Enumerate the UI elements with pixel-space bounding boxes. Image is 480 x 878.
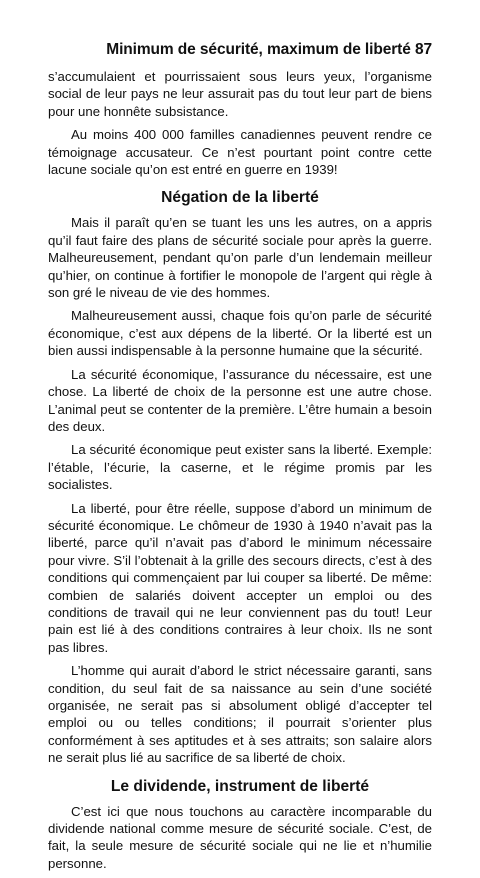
paragraph-continued: s’accumulaient et pourrissaient sous leurs yeux, l’organisme social de leur pays ne leur assurait pas du tout leur part de biens pour une honnête subsistance. [48,69,432,119]
paragraph: La sécurité économique, l’assurance du nécessaire, est une chose. La liberté de choix de la personne est une autre chose. L’animal peut se contenter de la première. L’être humain a besoin des deux. [48,366,432,434]
paragraph: Mais il paraît qu’en se tuant les uns les autres, on a appris qu’il faut faire des plans de sécurité sociale pour après la guerre. Malheureusement, pendant qu’on parle d’un lendemain meilleur qu’hier, on continue à fortifier le monopole de l’argent qui règle à son gré le niveau de vie des hommes. [48,215,432,301]
paragraph: La liberté, pour être réelle, suppose d’abord un minimum de sécurité économique. Le chômeur de 1930 à 1940 n’avait pas la liberté, parce qu’il n’avait pas d’abord le minimum nécessaire pour vivre. S’il l’obtenait à la grille des secours directs, c’est à des conditions qui commençaient par lui couper sa liberté. De même: combien de salariés doivent accepter un emploi ou des conditions de travail qui ne leur conviennent pas du tout! Leur pain est lié à des conditions contraires à leur choix. Ils ne sont pas libres. [48,500,432,655]
section-heading: Négation de la liberté [161,189,319,207]
paragraph: La sécurité économique peut exister sans la liberté. Exemple: l’étable, l’écurie, la caserne, et le régime promis par les socialistes. [48,442,432,493]
section-heading: Le dividende, instrument de liberté [110,777,370,795]
book-page [48,40,432,878]
paragraph: Au moins 400 000 familles canadiennes peuvent rendre ce témoignage accusateur. Ce n’est pourtant point contre cette lacune sociale qu’on est entré en guerre en 1939! [48,127,432,178]
paragraph: L’homme qui aurait d’abord le strict nécessaire garanti, sans condition, du seul fait de sa naissance au sein d’une société organisée, ne serait pas si absolument obligé d’accepter tel emploi ou ou telles conditions; il pourrait s’orienter plus conformément à ses aptitudes et à ses attraits; son salaire alors ne serait plus lié au sacrifice de sa liberté de choix. [48,663,432,766]
running-head: Minimum de sécurité, maximum de liberté 87 [106,41,432,58]
paragraph: Malheureusement aussi, chaque fois qu’on parle de sécurité économique, c’est aux dépens de la liberté. Or la liberté est un bien aussi indispensable à la personne humaine que la sécurité. [48,308,432,359]
paragraph: C’est ici que nous touchons au caractère incomparable du dividende national comme mesure de sécurité sociale. C’est, de fait, la seule mesure de sécurité sociale qui ne lie et n’humilie personne. [48,803,432,871]
